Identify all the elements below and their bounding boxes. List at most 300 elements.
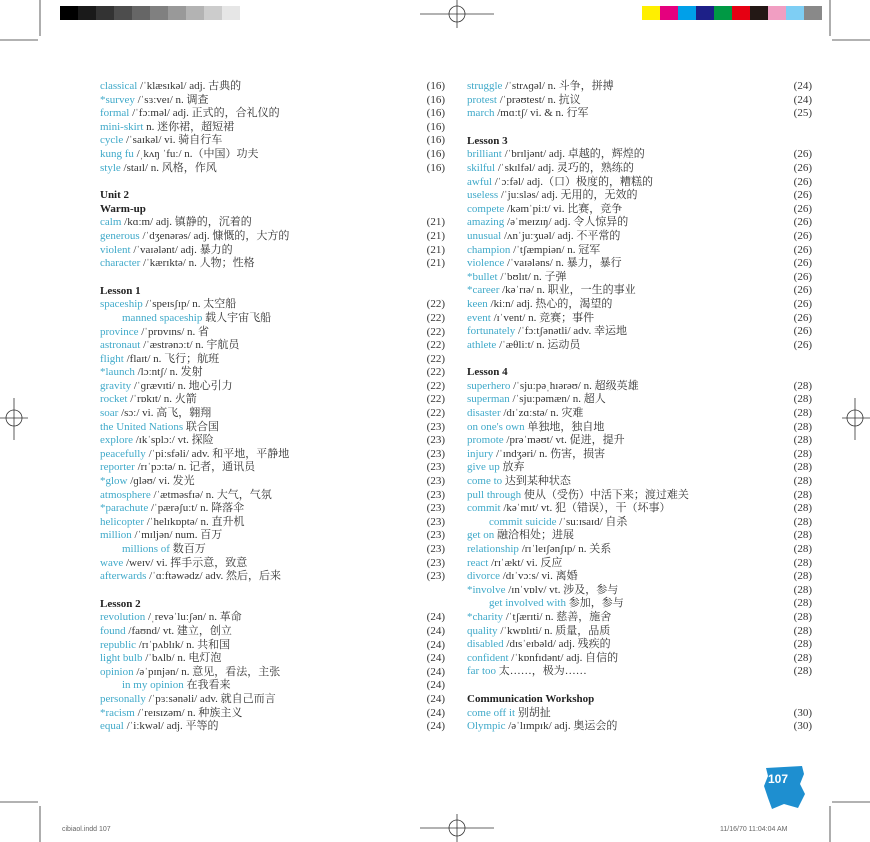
footer-timestamp: 11/16/70 11:04:04 AM — [720, 826, 788, 833]
entry-text — [100, 80, 241, 92]
vocabulary-entry — [467, 421, 812, 435]
vocabulary-entry — [467, 584, 812, 598]
vocabulary-entry — [100, 421, 445, 435]
entry-headword: violence — [467, 257, 505, 270]
entry-headword: relationship — [467, 543, 519, 555]
entry-definition: /prəˈməʊt/ vt. 促进，提升 — [503, 434, 625, 447]
vocabulary-entry — [467, 339, 812, 353]
entry-page-ref: (25) — [793, 107, 812, 120]
entry-headword: millions of — [122, 543, 170, 555]
entry-definition: 达到某种状态 — [502, 475, 571, 488]
entry-headword: unusual — [467, 229, 502, 242]
entry-text — [100, 353, 219, 365]
vocabulary-entry — [467, 380, 812, 394]
vocabulary-entry — [100, 244, 445, 258]
entry-text — [467, 80, 614, 92]
entry-text — [100, 529, 222, 541]
entry-headword: event — [467, 311, 491, 324]
vocabulary-entry — [100, 134, 445, 148]
entry-page-ref: (16) — [426, 134, 445, 147]
entry-definition: /ɪnˈvɒlv/ vt. 涉及，参与 — [505, 583, 619, 596]
entry-headword: gravity — [100, 379, 132, 392]
vocabulary-entry — [100, 693, 445, 707]
entry-page-ref: (23) — [426, 461, 445, 474]
entry-definition: /flaɪt/ n. 飞行；航班 — [123, 352, 220, 365]
entry-text — [100, 326, 209, 338]
entry-definition: /ˈvaɪələnt/ adj. 暴力的 — [130, 243, 233, 256]
entry-headword: wave — [100, 556, 124, 569]
entry-page-ref: (28) — [793, 420, 812, 433]
entry-page-ref: (22) — [426, 366, 445, 379]
entry-definition: /ɪkˈsplɔː/ vt. 探险 — [132, 434, 214, 447]
entry-text — [467, 312, 594, 324]
entry-headword: struggle — [467, 80, 503, 92]
vocabulary-entry — [467, 543, 812, 557]
entry-text — [100, 134, 222, 146]
entry-page-ref: (21) — [426, 216, 445, 229]
entry-page-ref: (23) — [426, 570, 445, 583]
entry-page-ref: (26) — [793, 297, 812, 310]
vocabulary-entry — [100, 326, 445, 340]
entry-page-ref: (28) — [793, 638, 812, 651]
entry-text — [100, 475, 195, 487]
entry-page-ref: (28) — [793, 556, 812, 569]
entry-definition: /staɪl/ n. 风格，作风 — [120, 161, 217, 174]
entry-text — [100, 652, 221, 664]
entry-headword: violent — [100, 243, 131, 256]
entry-text — [100, 625, 232, 637]
entry-text — [467, 434, 625, 446]
entry-page-ref: (23) — [426, 502, 445, 515]
entry-definition: /ˈkɒnfɪdənt/ adj. 自信的 — [508, 651, 619, 664]
entry-headword: injury — [467, 447, 494, 460]
entry-text — [467, 230, 620, 242]
entry-definition: /ˈtʃærɪti/ n. 慈善，施舍 — [503, 610, 612, 623]
entry-page-ref: (26) — [793, 148, 812, 161]
vocabulary-entry — [100, 121, 445, 135]
entry-text — [467, 189, 638, 201]
entry-page-ref: (28) — [793, 515, 812, 528]
entry-definition: /ˈfɔːtʃənətli/ adv. 幸运地 — [515, 325, 627, 338]
entry-text — [467, 665, 587, 677]
vocabulary-entry — [100, 148, 445, 162]
entry-text — [100, 611, 242, 623]
entry-definition: /ˈpiːsfəli/ adv. 和平地，平静地 — [145, 447, 290, 460]
entry-definition: /əˈpɪnjən/ n. 意见，看法，主张 — [133, 665, 281, 678]
entry-definition: /dɪsˈeɪbəld/ adj. 残疾的 — [503, 638, 611, 651]
entry-text — [467, 475, 571, 487]
crop-mark-bottom-left-icon — [0, 802, 40, 842]
entry-text — [100, 421, 219, 433]
entry-headword: champion — [467, 243, 511, 256]
vocabulary-entry — [467, 176, 812, 190]
entry-text — [467, 448, 605, 460]
entry-definition: /ˌrevəˈluːʃən/ n. 革命 — [145, 611, 242, 624]
vocabulary-entry — [467, 475, 812, 489]
entry-text — [467, 107, 589, 119]
section-spacer — [467, 352, 812, 366]
entry-page-ref: (22) — [426, 393, 445, 406]
entry-definition: 在我看来 — [183, 679, 231, 692]
entry-page-ref: (28) — [793, 475, 812, 488]
entry-definition: /ɡləʊ/ vi. 发光 — [127, 475, 195, 488]
entry-page-ref: (23) — [426, 434, 445, 447]
entry-headword: *charity — [467, 610, 504, 623]
registration-target-left-icon — [0, 398, 28, 440]
entry-definition: /ˈpɜːsənəli/ adv. 就自己而言 — [145, 692, 276, 705]
entry-page-ref: (22) — [426, 311, 445, 324]
entry-headword: equal — [100, 720, 124, 733]
entry-definition: /ˈkwɒlɪti/ n. 质量，品质 — [497, 624, 611, 637]
entry-definition: /ˈjuːsləs/ adj. 无用的，无效的 — [498, 189, 638, 202]
entry-page-ref: (16) — [426, 80, 445, 92]
entry-definition: 数百万 — [169, 543, 206, 555]
vocabulary-entry — [100, 407, 445, 421]
entry-page-ref: (24) — [426, 652, 445, 665]
entry-headword: Olympic — [467, 720, 506, 733]
entry-headword: get on — [467, 529, 495, 542]
entry-headword: give up — [467, 461, 500, 474]
vocabulary-entry — [100, 448, 445, 462]
entry-text — [100, 380, 233, 392]
entry-page-ref: (28) — [793, 461, 812, 474]
entry-definition: 别胡扯 — [515, 706, 551, 719]
entry-headword: on one's own — [467, 420, 525, 433]
entry-page-ref: (28) — [793, 447, 812, 460]
entry-text — [100, 448, 289, 460]
entry-text — [467, 94, 581, 106]
entry-headword: formal — [100, 107, 130, 120]
entry-headword: classical — [100, 80, 138, 92]
entry-text — [100, 557, 247, 569]
entry-headword: athlete — [467, 338, 497, 351]
vocabulary-entry — [467, 162, 812, 176]
entry-headword: *bullet — [467, 270, 498, 283]
entry-text — [100, 216, 252, 228]
vocabulary-entry — [100, 720, 445, 734]
entry-text — [100, 489, 272, 501]
entry-text — [467, 257, 622, 269]
entry-definition: /ˈbʌlb/ n. 电灯泡 — [142, 652, 222, 665]
entry-definition: /əˈmeɪzɪŋ/ adj. 令人惊异的 — [504, 216, 629, 229]
vocabulary-entry — [467, 244, 812, 258]
vocabulary-entry — [467, 107, 812, 121]
vocabulary-entry — [100, 639, 445, 653]
entry-text — [100, 502, 244, 514]
entry-headword: soar — [100, 407, 119, 420]
entry-text — [100, 434, 214, 446]
entry-page-ref: (23) — [426, 515, 445, 528]
entry-definition: /ˈstrʌɡəl/ n. 斗争，拼搏 — [502, 80, 614, 92]
entry-text — [467, 597, 624, 609]
entry-page-ref: (16) — [426, 93, 445, 106]
entry-text — [100, 94, 209, 106]
vocabulary-entry — [467, 312, 812, 326]
entry-page-ref: (26) — [793, 202, 812, 215]
entry-text — [467, 652, 618, 664]
entry-definition: /ˈfɔːməl/ adj. 正式的，合礼仪的 — [129, 107, 280, 120]
entry-text — [467, 284, 636, 296]
entry-headword: disabled — [467, 638, 504, 651]
entry-definition: /ˌkʌŋ ˈfuː/ n.（中国）功夫 — [133, 147, 259, 160]
vocabulary-entry — [467, 271, 812, 285]
vocabulary-entry — [467, 461, 812, 475]
entry-definition: /ˈɔːfəl/ adj.（口）极度的，糟糕的 — [492, 175, 654, 188]
entry-definition: /ˈbʊlɪt/ n. 子弹 — [497, 270, 567, 283]
entry-page-ref: (28) — [793, 665, 812, 678]
entry-definition: /ˈɪndʒəri/ n. 伤害，损害 — [493, 447, 606, 460]
vocabulary-entry — [467, 80, 812, 94]
entry-headword: confident — [467, 651, 509, 664]
entry-page-ref: (28) — [793, 393, 812, 406]
entry-text — [467, 502, 671, 514]
vocabulary-entry — [100, 393, 445, 407]
entry-headword: astronaut — [100, 339, 141, 352]
entry-page-ref: (22) — [426, 379, 445, 392]
entry-headword: million — [100, 529, 132, 542]
entry-text — [467, 176, 653, 188]
entry-text — [467, 244, 600, 256]
entry-page-ref: (26) — [793, 161, 812, 174]
vocabulary-entry — [100, 502, 445, 516]
entry-text — [467, 720, 617, 732]
entry-definition: n. 迷你裙，超短裙 — [143, 120, 235, 133]
entry-page-ref: (28) — [793, 379, 812, 392]
crop-mark-bottom-right-icon — [830, 802, 870, 842]
entry-page-ref: (21) — [426, 243, 445, 256]
section-spacer — [100, 175, 445, 189]
entry-headword: generous — [100, 229, 140, 242]
entry-headword: atmosphere — [100, 488, 151, 501]
entry-page-ref: (23) — [426, 543, 445, 555]
entry-page-ref: (28) — [793, 597, 812, 610]
entry-headword: rocket — [100, 393, 128, 406]
entry-text — [100, 107, 280, 119]
entry-text — [100, 298, 236, 310]
vocabulary-entry — [467, 325, 812, 339]
vocabulary-entry — [100, 107, 445, 121]
entry-page-ref: (26) — [793, 216, 812, 229]
entry-definition: /ˈbrɪljənt/ adj. 卓越的，辉煌的 — [501, 148, 645, 161]
section-heading: Communication Workshop — [467, 692, 595, 705]
entry-definition: /kɑːm/ adj. 镇静的，沉着的 — [121, 216, 252, 229]
vocabulary-entry — [467, 489, 812, 503]
entry-headword: found — [100, 624, 126, 637]
entry-definition: /ˈɡrævɪti/ n. 地心引力 — [131, 379, 233, 392]
entry-definition: /lɔːntʃ/ n. 发射 — [134, 366, 203, 379]
entry-text — [467, 203, 622, 215]
entry-definition: /dɪˈvɔːs/ vi. 离婚 — [499, 570, 578, 583]
entry-headword: *survey — [100, 93, 135, 106]
entry-text — [100, 666, 280, 678]
vocabulary-entry — [100, 529, 445, 543]
entry-page-ref: (23) — [426, 475, 445, 488]
vocabulary-entry — [100, 679, 445, 693]
entry-definition: 融洽相处；进展 — [494, 529, 574, 542]
entry-definition: /rɪˈpʌblɪk/ n. 共和国 — [136, 638, 231, 651]
footer-file-name: cibiaol.indd 107 — [62, 826, 111, 833]
entry-headword: cycle — [100, 134, 124, 147]
entry-text — [467, 611, 611, 623]
entry-headword: style — [100, 161, 121, 174]
entry-headword: commit suicide — [489, 515, 557, 528]
entry-definition: /kəˈmɪt/ vt. 犯（错误），干（坏事） — [500, 502, 671, 515]
entry-page-ref: (24) — [793, 80, 812, 92]
entry-headword: superhero — [467, 379, 511, 392]
vocabulary-entry — [100, 557, 445, 571]
entry-headword: commit — [467, 502, 501, 515]
entry-headword: *involve — [467, 583, 506, 596]
entry-definition: /ˈreɪsɪzəm/ n. 种族主义 — [134, 706, 243, 719]
entry-page-ref: (30) — [793, 706, 812, 719]
entry-headword: republic — [100, 638, 137, 651]
vocabulary-entry — [467, 557, 812, 571]
entry-definition: /faʊnd/ vt. 建立，创立 — [125, 624, 232, 637]
entry-text — [100, 393, 197, 405]
vocabulary-entry — [100, 230, 445, 244]
entry-headword: revolution — [100, 611, 146, 624]
entry-definition: /ɪˈvent/ n. 竞赛；事件 — [490, 311, 595, 324]
entry-definition: /ˈmɪljən/ num. 百万 — [131, 529, 223, 542]
entry-headword: useless — [467, 189, 499, 202]
crop-mark-top-left-icon — [0, 0, 40, 40]
entry-definition: /ˈiːkwəl/ adj. 平等的 — [123, 720, 219, 733]
vocabulary-entry — [467, 720, 812, 734]
entry-headword: keen — [467, 297, 488, 310]
vocabulary-entry — [100, 162, 445, 176]
entry-definition: /rɪˈækt/ vi. 反应 — [488, 556, 563, 569]
entry-text — [467, 489, 689, 501]
entry-definition: /ˈdʒenərəs/ adj. 慷慨的，大方的 — [139, 229, 290, 242]
entry-page-ref: (23) — [426, 529, 445, 542]
entry-page-ref: (22) — [426, 339, 445, 352]
section-heading: Warm-up — [100, 202, 146, 215]
entry-headword: explore — [100, 434, 133, 447]
entry-headword: manned spaceship — [122, 311, 203, 324]
entry-headword: kung fu — [100, 147, 134, 160]
entry-page-ref: (26) — [793, 189, 812, 202]
entry-text — [467, 162, 634, 174]
vocabulary-entry — [100, 434, 445, 448]
entry-definition: 放弃 — [499, 461, 525, 474]
section-spacer — [467, 121, 812, 135]
entry-definition: /dɪˈzɑːstə/ n. 灾难 — [500, 407, 584, 420]
entry-text — [100, 543, 206, 555]
vocabulary-entry — [467, 570, 812, 584]
entry-definition: /mɑːtʃ/ vi. & n. 行军 — [494, 107, 589, 120]
entry-definition: /ˈspeɪsʃɪp/ n. 太空船 — [142, 298, 237, 311]
entry-page-ref: (28) — [793, 488, 812, 501]
vocabulary-entry — [100, 353, 445, 367]
entry-page-ref: (26) — [793, 243, 812, 256]
vocabulary-entry — [467, 203, 812, 217]
crop-mark-top-right-icon — [830, 0, 870, 40]
entry-page-ref: (22) — [426, 325, 445, 338]
vocabulary-entry — [100, 516, 445, 530]
vocabulary-entry — [100, 666, 445, 680]
vocabulary-entry — [100, 611, 445, 625]
entry-headword: mini-skirt — [100, 120, 144, 133]
vocabulary-entry — [467, 434, 812, 448]
entry-headword: province — [100, 325, 139, 338]
entry-page-ref: (26) — [793, 325, 812, 338]
entry-text — [467, 529, 574, 541]
registration-target-top-icon — [420, 0, 494, 28]
entry-definition: /ˈklæsɪkəl/ adj. 古典的 — [137, 80, 242, 92]
entry-definition: /ˈæstrənɔːt/ n. 宇航员 — [140, 339, 240, 352]
vocabulary-entry — [467, 407, 812, 421]
entry-definition: /ˈsaɪkəl/ vi. 骑自行车 — [123, 134, 223, 147]
entry-text — [467, 339, 580, 351]
entry-page-ref: (23) — [426, 447, 445, 460]
entry-page-ref: (24) — [426, 624, 445, 637]
entry-definition: /ˈkærɪktə/ n. 人物；性格 — [140, 257, 255, 270]
entry-headword: march — [467, 107, 495, 120]
entry-text — [100, 461, 255, 473]
vocabulary-column-left — [100, 80, 445, 734]
entry-text — [467, 638, 611, 650]
entry-page-ref: (28) — [793, 570, 812, 583]
entry-text — [467, 584, 618, 596]
entry-page-ref: (24) — [426, 720, 445, 733]
entry-page-ref: (22) — [426, 407, 445, 420]
entry-definition: /ˈprɒvɪns/ n. 省 — [138, 325, 210, 338]
section-heading: Unit 2 — [100, 189, 130, 202]
entry-headword: skilful — [467, 161, 496, 174]
entry-headword: helicopter — [100, 515, 144, 528]
entry-page-ref: (22) — [426, 298, 445, 311]
entry-headword: react — [467, 556, 489, 569]
entry-definition: 使从（受伤）中活下来；渡过难关 — [521, 488, 689, 501]
entry-definition: /ˈsjuːpəmæn/ n. 超人 — [509, 393, 606, 406]
vocabulary-entry — [467, 148, 812, 162]
entry-headword: personally — [100, 692, 146, 705]
entry-headword: amazing — [467, 216, 505, 229]
entry-page-ref: (28) — [793, 529, 812, 542]
entry-headword: *parachute — [100, 502, 149, 515]
vocabulary-entry — [467, 597, 812, 611]
entry-text — [467, 407, 583, 419]
registration-target-bottom-icon — [420, 814, 494, 842]
entry-headword: reporter — [100, 461, 135, 474]
section-heading: Lesson 1 — [100, 284, 141, 297]
entry-definition: /rɪˈleɪʃənʃɪp/ n. 关系 — [518, 543, 612, 555]
entry-text — [467, 516, 627, 528]
vocabulary-entry — [100, 707, 445, 721]
entry-page-ref: (28) — [793, 407, 812, 420]
entry-page-ref: (23) — [426, 556, 445, 569]
entry-definition: 单独地，独自地 — [524, 420, 605, 433]
entry-headword: compete — [467, 202, 505, 215]
entry-text — [467, 271, 567, 283]
entry-page-ref: (16) — [426, 147, 445, 160]
entry-text — [467, 461, 524, 473]
entry-headword: come off it — [467, 706, 516, 719]
entry-headword: pull through — [467, 488, 522, 501]
registration-target-right-icon — [842, 398, 870, 440]
entry-headword: disaster — [467, 407, 501, 420]
vocabulary-entry — [467, 652, 812, 666]
entry-page-ref: (24) — [793, 93, 812, 106]
entry-text — [100, 639, 230, 651]
entry-headword: peacefully — [100, 447, 146, 460]
entry-text — [467, 393, 606, 405]
vocabulary-entry — [467, 707, 812, 721]
entry-definition: 太……，极为…… — [496, 665, 587, 678]
entry-page-ref: (24) — [426, 665, 445, 678]
entry-page-ref: (24) — [426, 611, 445, 624]
vocabulary-entry — [467, 638, 812, 652]
